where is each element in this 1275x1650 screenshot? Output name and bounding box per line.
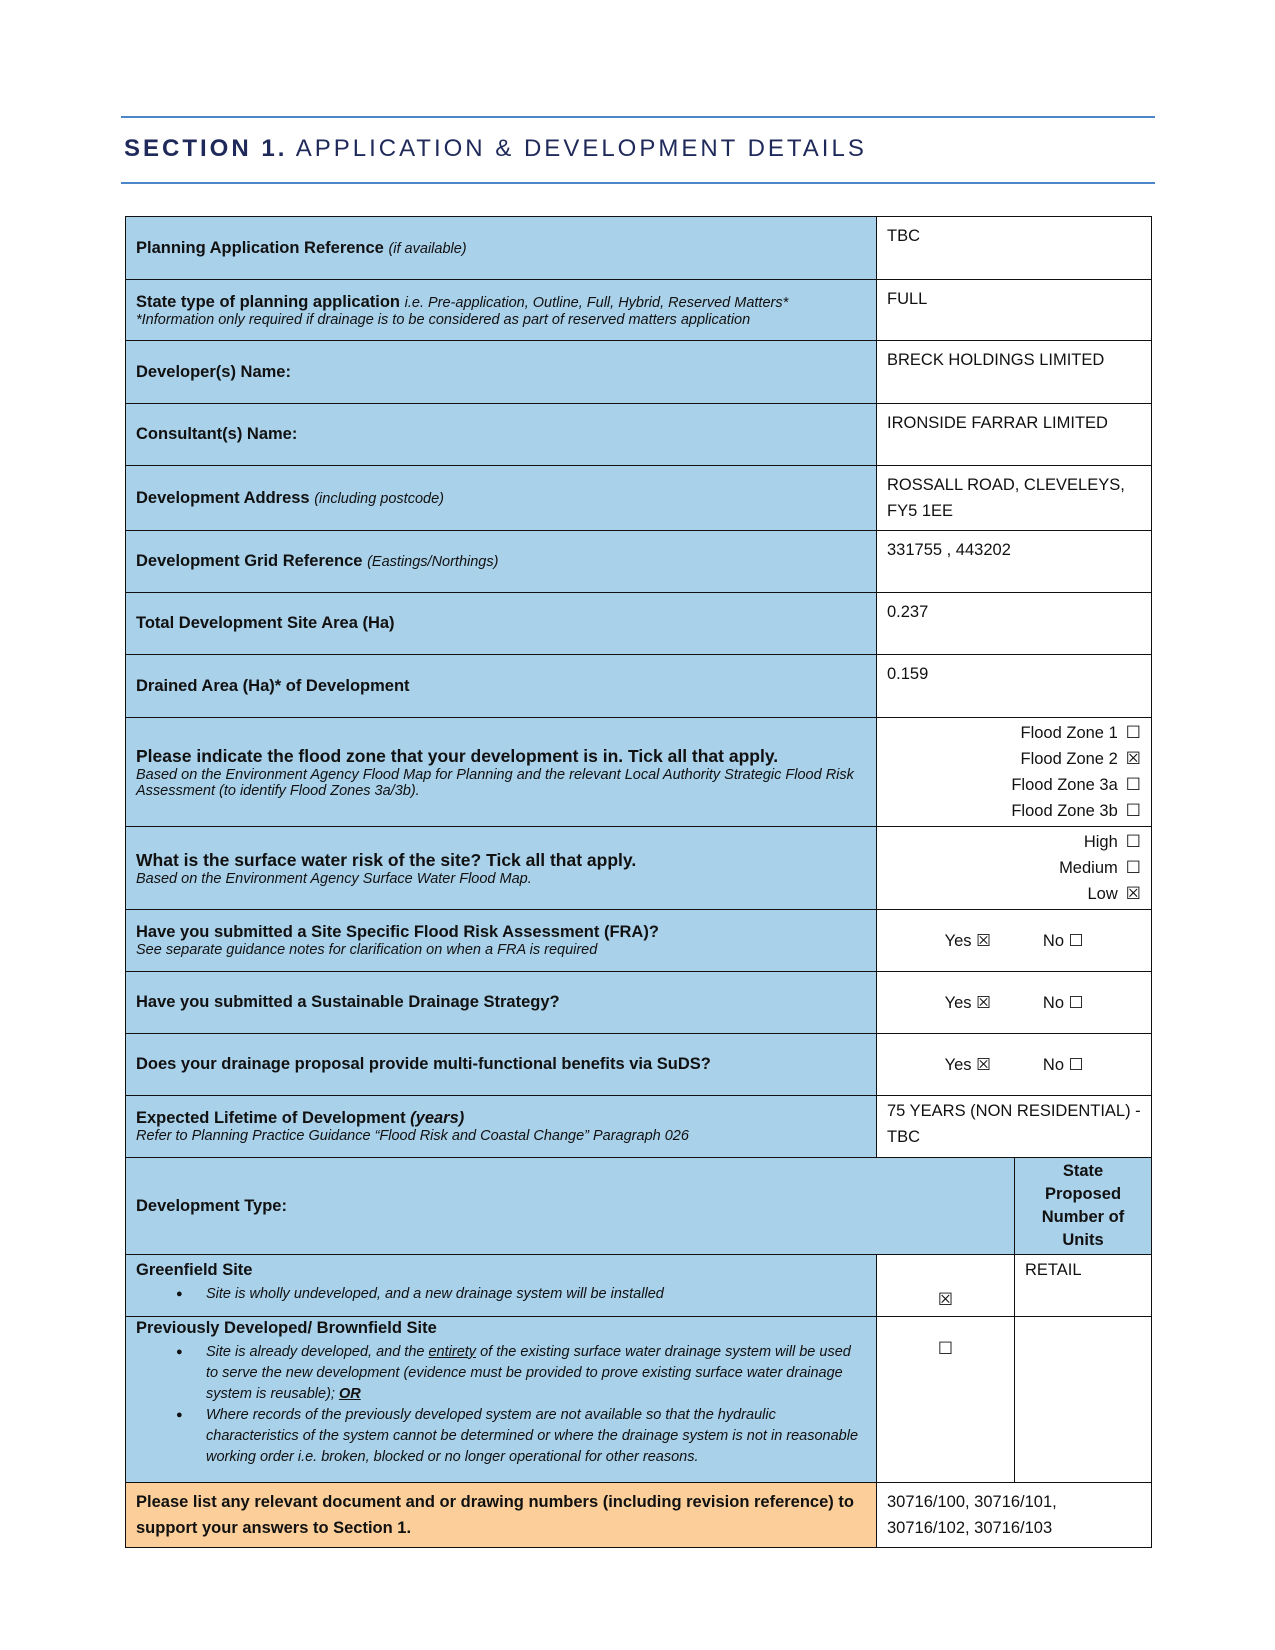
question-note: Based on the Environment Agency Surface Water Flood Map. — [136, 870, 532, 887]
flood-zone-options — [877, 718, 1152, 827]
question-cell — [126, 531, 877, 593]
question-cell — [126, 972, 877, 1034]
question-cell — [126, 1096, 877, 1158]
details-table — [125, 216, 1152, 1548]
question-label: Development Grid Reference — [136, 552, 363, 570]
answer-value: 75 YEARS (NON RESIDENTIAL) - TBC — [887, 1102, 1141, 1146]
question-label: Development Address — [136, 488, 310, 507]
table-row — [126, 531, 1152, 593]
table-row — [126, 718, 1152, 827]
table-row — [126, 972, 1152, 1034]
top-rule — [121, 116, 1155, 118]
question-cell — [126, 655, 877, 718]
yes-no-cell — [877, 972, 1152, 1034]
brownfield-bullet: ● Where records of the previously developed system are not available so that the hydraulic characteristics of the system cannot be determined or where the drainage system is not in reasonable working order i.e. broken, blocked or no longer operational for other reasons. — [176, 1405, 866, 1468]
answer-value: BRECK HOLDINGS LIMITED — [887, 351, 1105, 369]
brownfield-bullet: ● Site is already developed, and the entirety of the existing surface water drainage system will be used to serve the new development (evidence must be provided to prove existing surface water drainage system is reusable); OR — [176, 1342, 866, 1405]
question-cell — [126, 827, 877, 910]
question-hint: (Eastings/Northings) — [367, 554, 499, 570]
answer-cell[interactable] — [877, 466, 1152, 531]
option — [887, 746, 1141, 772]
option — [887, 798, 1141, 824]
question-label: Have you submitted a Site Specific Flood Risk Assessment (FRA)? — [136, 923, 659, 941]
answer-cell[interactable] — [877, 531, 1152, 593]
section-number: SECTION 1. — [124, 135, 288, 162]
question-cell — [126, 341, 877, 404]
table-row — [126, 1096, 1152, 1158]
surface-risk-options — [877, 827, 1152, 910]
question-label: Have you submitted a Sustainable Drainage Strategy? — [136, 993, 560, 1011]
option-label: Flood Zone 3a — [1011, 776, 1118, 794]
answer-value: 0.237 — [887, 603, 929, 621]
question-label: Total Development Site Area (Ha) — [136, 614, 395, 632]
documents-question: Please list any relevant document and or drawing numbers (including revision reference) to support your answers to Section 1. — [126, 1483, 877, 1548]
yes-no-cell — [877, 910, 1152, 972]
question-hint: (years) — [410, 1109, 465, 1127]
brownfield-title: Previously Developed/ Brownfield Site — [136, 1319, 437, 1337]
yes-checkbox[interactable]: Yes ☒ — [944, 931, 991, 950]
question-cell — [126, 404, 877, 466]
question-cell — [126, 1034, 877, 1096]
answer-cell[interactable] — [877, 655, 1152, 718]
no-checkbox[interactable]: No ☐ — [1042, 993, 1084, 1012]
option-label: Low — [1087, 885, 1118, 903]
table-row — [126, 466, 1152, 531]
answer-cell[interactable] — [877, 341, 1152, 404]
question-label: Drained Area (Ha)* of Development — [136, 676, 410, 695]
option-label: Flood Zone 3b — [1011, 802, 1118, 820]
question-note: Based on the Environment Agency Flood Map for Planning and the relevant Local Authority Strategic Flood Risk Assessment (to identify Flood Zones 3a/3b). — [136, 766, 854, 799]
table-row — [126, 341, 1152, 404]
table-row — [126, 910, 1152, 972]
brownfield-checkbox[interactable]: ☐ — [937, 1339, 954, 1359]
question-hint: (including postcode) — [314, 490, 444, 507]
question-cell — [126, 593, 877, 655]
greenfield-checkbox[interactable]: ☒ — [937, 1290, 954, 1310]
greenfield-cell — [126, 1255, 877, 1317]
question-label: State type of planning application — [136, 292, 401, 311]
yes-checkbox[interactable]: Yes ☒ — [944, 993, 991, 1012]
answer-value: IRONSIDE FARRAR LIMITED — [887, 414, 1108, 432]
table-row — [126, 280, 1152, 341]
section-title — [124, 135, 867, 163]
checkbox[interactable]: ☐ — [1125, 775, 1141, 795]
question-label: Please indicate the flood zone that your development is in. Tick all that apply. — [136, 745, 779, 766]
question-note: See separate guidance notes for clarification on when a FRA is required — [136, 942, 598, 958]
development-type-label: Development Type: — [126, 1158, 1015, 1255]
option — [887, 881, 1141, 907]
question-cell — [126, 280, 877, 341]
answer-cell[interactable] — [877, 593, 1152, 655]
section-heading: APPLICATION & DEVELOPMENT DETAILS — [295, 135, 867, 162]
greenfield-bullet: ● Site is wholly undeveloped, and a new drainage system will be installed — [176, 1284, 866, 1305]
option-label: Flood Zone 1 — [1020, 724, 1118, 742]
brownfield-units[interactable] — [1015, 1317, 1152, 1483]
question-note: *Information only required if drainage is to be considered as part of reserved matters application — [136, 311, 751, 328]
table-row — [126, 1158, 1152, 1255]
bottom-rule — [121, 182, 1155, 184]
checkbox[interactable]: ☐ — [1125, 832, 1141, 852]
option-label: High — [1083, 833, 1118, 851]
units-header: State Proposed Number of Units — [1015, 1158, 1152, 1255]
answer-value: TBC — [887, 227, 920, 245]
option — [887, 855, 1141, 881]
greenfield-title: Greenfield Site — [136, 1261, 253, 1279]
question-cell — [126, 217, 877, 280]
checkbox[interactable]: ☐ — [1125, 801, 1141, 821]
yes-no-cell — [877, 1034, 1152, 1096]
checkbox[interactable]: ☐ — [1125, 723, 1141, 743]
table-row — [126, 217, 1152, 280]
question-label: What is the surface water risk of the site? Tick all that apply. — [136, 849, 637, 870]
option — [887, 829, 1141, 855]
checkbox[interactable]: ☒ — [1125, 749, 1141, 769]
checkbox[interactable]: ☒ — [1125, 884, 1141, 904]
table-row — [126, 655, 1152, 718]
checkbox[interactable]: ☐ — [1125, 858, 1141, 878]
answer-value: 0.159 — [887, 665, 929, 683]
table-row — [126, 1034, 1152, 1096]
question-cell — [126, 910, 877, 972]
brownfield-cell — [126, 1317, 877, 1483]
question-hint: (if available) — [388, 240, 467, 257]
answer-value: FULL — [887, 290, 928, 308]
question-note: Refer to Planning Practice Guidance “Flood Risk and Coastal Change” Paragraph 026 — [136, 1128, 689, 1144]
question-cell — [126, 466, 877, 531]
option — [887, 772, 1141, 798]
question-label: Expected Lifetime of Development — [136, 1109, 406, 1127]
table-row — [126, 827, 1152, 910]
question-cell — [126, 718, 877, 827]
table-row — [126, 404, 1152, 466]
answer-cell[interactable] — [877, 1096, 1152, 1158]
no-checkbox[interactable]: No ☐ — [1042, 931, 1084, 950]
answer-value: 331755 , 443202 — [887, 541, 1011, 559]
no-checkbox[interactable]: No ☐ — [1042, 1055, 1084, 1074]
answer-value: ROSSALL ROAD, CLEVELEYS, FY5 1EE — [887, 476, 1125, 520]
table-row — [126, 593, 1152, 655]
option-label: Flood Zone 2 — [1020, 750, 1118, 768]
question-label: Planning Application Reference — [136, 238, 384, 257]
question-label: Developer(s) Name: — [136, 362, 291, 381]
question-label: Consultant(s) Name: — [136, 425, 298, 443]
table-row — [126, 1255, 1152, 1317]
yes-checkbox[interactable]: Yes ☒ — [944, 1055, 991, 1074]
question-hint: i.e. Pre-application, Outline, Full, Hybrid, Reserved Matters* — [404, 294, 789, 311]
question-label: Does your drainage proposal provide multi-functional benefits via SuDS? — [136, 1055, 711, 1073]
answer-cell[interactable] — [877, 404, 1152, 466]
answer-cell[interactable] — [877, 217, 1152, 280]
answer-cell[interactable] — [877, 280, 1152, 341]
documents-answer[interactable]: 30716/100, 30716/101, 30716/102, 30716/103 — [877, 1483, 1152, 1548]
table-row — [126, 1483, 1152, 1548]
option-label: Medium — [1059, 859, 1118, 877]
greenfield-units[interactable]: RETAIL — [1015, 1255, 1152, 1317]
option — [887, 720, 1141, 746]
table-row — [126, 1317, 1152, 1483]
